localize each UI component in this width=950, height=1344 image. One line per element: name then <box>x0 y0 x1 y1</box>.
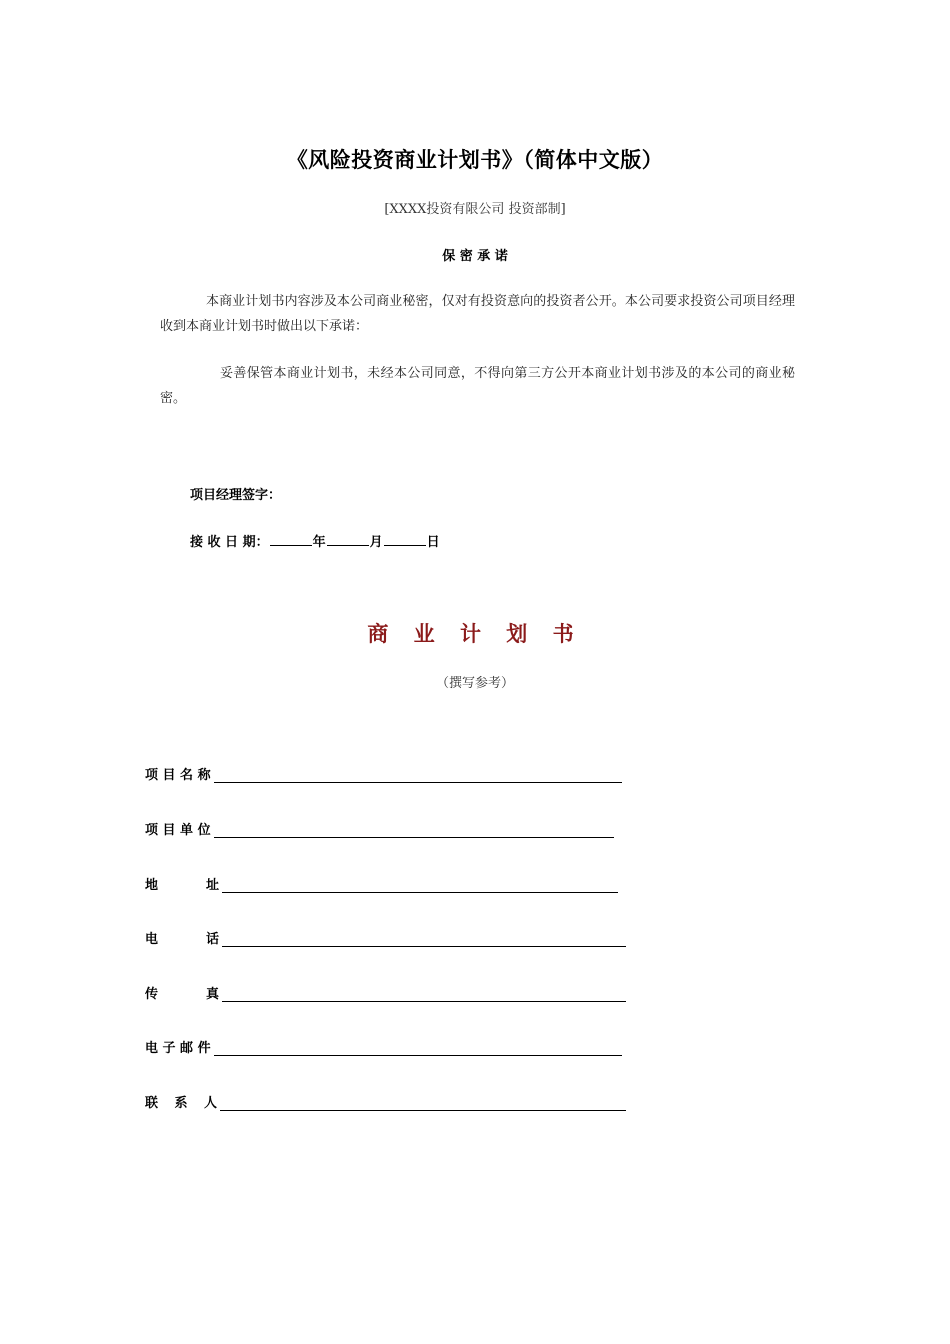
project-unit-field <box>145 821 614 839</box>
business-plan-title: 商 业 计 划 书 <box>367 622 583 646</box>
phone-field <box>145 930 626 948</box>
phone-line[interactable] <box>222 945 626 947</box>
confidentiality-paragraph-1: 本商业计划书内容涉及本公司商业秘密，仅对有投资意向的投资者公开。本公司要求投资公司项目经理收到本商业计划书时做出以下承诺： <box>160 294 795 334</box>
publisher-line: [XXXX投资有限公司 投资部制] <box>384 202 566 217</box>
address-label <box>145 878 219 894</box>
receive-date-label: 接 收 日 期： <box>190 535 269 550</box>
business-plan-subtitle: （撰写参考） <box>435 676 514 691</box>
email-field <box>145 1039 622 1057</box>
fax-line[interactable] <box>222 1000 626 1002</box>
contact-label-char-1: 联 <box>145 1096 159 1111</box>
contact-label-char-3: 人 <box>203 1096 217 1111</box>
contact-label-char-2: 系 <box>174 1096 188 1111</box>
address-field <box>145 876 618 894</box>
receive-date-row <box>190 531 440 550</box>
address-line[interactable] <box>222 891 618 893</box>
month-blank[interactable] <box>327 533 369 546</box>
confidentiality-paragraph-2: 妥善保管本商业计划书，未经本公司同意，不得向第三方公开本商业计划书涉及的本公司的商业秘密。 <box>160 366 795 406</box>
month-label: 月 <box>369 535 383 550</box>
contact-line[interactable] <box>220 1109 626 1111</box>
phone-label-char-1: 电 <box>145 932 159 947</box>
confidentiality-heading: 保 密 承 诺 <box>442 249 508 264</box>
contact-field <box>145 1094 626 1112</box>
project-name-line[interactable] <box>214 781 622 783</box>
email-line[interactable] <box>214 1054 622 1056</box>
year-label: 年 <box>312 535 326 550</box>
fax-label <box>145 987 219 1003</box>
phone-label <box>145 932 219 948</box>
project-unit-label: 项 目 单 位 <box>145 823 211 838</box>
year-blank[interactable] <box>270 533 312 546</box>
day-label: 日 <box>426 535 440 550</box>
address-label-char-2: 址 <box>205 878 219 893</box>
project-name-field <box>145 766 622 784</box>
project-name-label: 项 目 名 称 <box>145 768 211 783</box>
fax-label-char-1: 传 <box>145 987 159 1002</box>
fax-label-char-2: 真 <box>205 987 219 1002</box>
email-label: 电 子 邮 件 <box>145 1041 211 1056</box>
contact-label <box>145 1096 217 1112</box>
fax-field <box>145 985 626 1003</box>
day-blank[interactable] <box>384 533 426 546</box>
document-title: 《风险投资商业计划书》（简体中文版） <box>286 148 664 172</box>
phone-label-char-2: 话 <box>205 932 219 947</box>
manager-signature-label: 项目经理签字： <box>190 488 282 503</box>
project-unit-line[interactable] <box>214 836 614 838</box>
address-label-char-1: 地 <box>145 878 159 893</box>
